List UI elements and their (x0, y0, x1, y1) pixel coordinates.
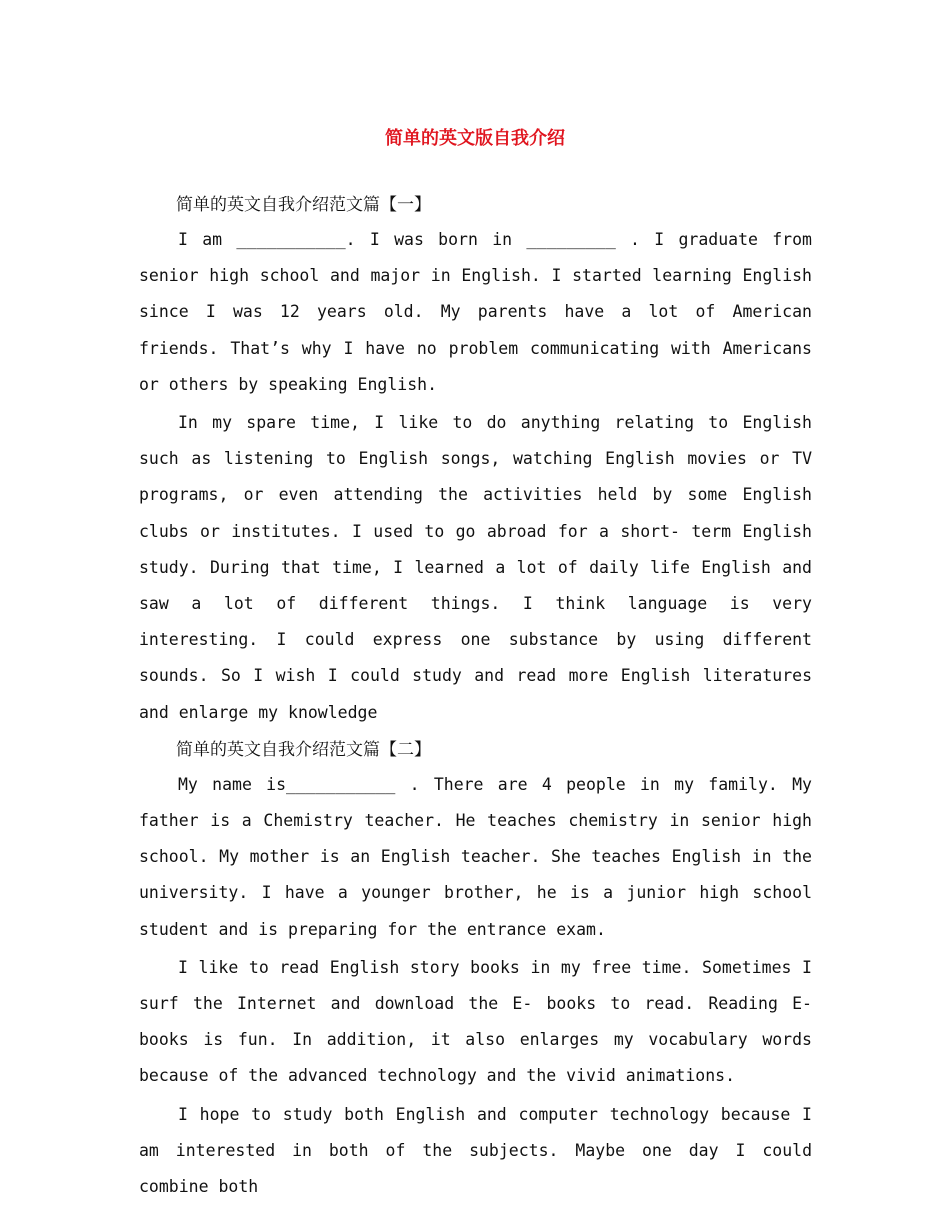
section-heading-1: 简单的英文自我介绍范文篇【一】 (176, 195, 431, 215)
section-1-paragraph-1: I am ___________. I was born in _________ . I graduate from senior high school and major in English. I started learning English since I was 12 years old. My parents have a lot of American friends. That’s why I have no problem communicating with Americans or others by speaking English. (139, 230, 812, 394)
document-title: 简单的英文版自我介绍 (385, 128, 565, 149)
document-body (139, 188, 812, 1207)
section-2-paragraph-3: I hope to study both English and computer technology because I am interested in both of the subjects. Maybe one day I could combine both (139, 1104, 812, 1197)
section-heading-2: 简单的英文自我介绍范文篇【二】 (176, 739, 431, 760)
section-1-paragraph-2: In my spare time, I like to do anything relating to English such as listening to English songs, watching English movies or TV programs, or even attending the activities held by some English clubs or institutes. I used to go abroad for a short- term English study. During that time, I learned a lot of daily life English and saw a lot of different things. I think language is very interesting. I could express one substance by using different sounds. So I wish I could study and read more English literatures and enlarge my knowledge (139, 413, 812, 722)
section-2-paragraph-2: I like to read English story books in my free time. Sometimes I surf the Internet and download the E- books to read. Reading E- books is fun. In addition, it also enlarges my vocabulary words because of the advanced technology and the vivid animations. (139, 957, 812, 1086)
section-2-paragraph-1: My name is___________ . There are 4 people in my family. My father is a Chemistry teacher. He teaches chemistry in senior high school. My mother is an English teacher. She teaches English in the university. I have a younger brother, he is a junior high school student and is preparing for the entrance exam. (139, 774, 812, 939)
